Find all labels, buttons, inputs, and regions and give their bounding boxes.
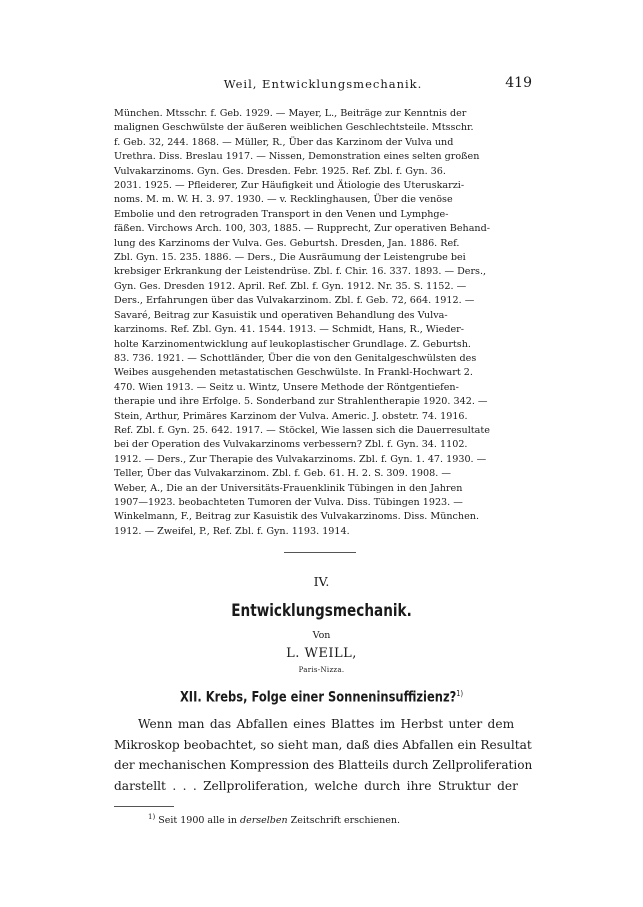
byline-von: Von bbox=[312, 630, 331, 641]
bibliography-line: Urethra. Diss. Breslau 1917. — Nissen, Demonstration eines selten großen bbox=[114, 151, 480, 163]
bibliography-line: 83. 736. 1921. — Schottländer, Über die von den Genitalgeschwülsten des bbox=[114, 352, 477, 364]
body-line: Mikroskop beobachtet, so sieht man, daß dies Abfallen ein Resultat bbox=[114, 737, 532, 752]
bibliography-line: Weibes ausgehenden metastatischen Geschwülste. In Frankl-Hochwart 2. bbox=[114, 367, 473, 379]
bibliography-line: karzinoms. Ref. Zbl. Gyn. 41. 1544. 1913. — Schmidt, Hans, R., Wieder- bbox=[114, 324, 464, 336]
page-header bbox=[114, 77, 532, 95]
author-affiliation: Paris-Nizza. bbox=[298, 666, 345, 674]
bibliography-line: 2031. 1925. — Pfleiderer, Zur Häufigkeit und Ätiologie des Uteruskarzi- bbox=[114, 180, 465, 192]
footnote-ref: 1) bbox=[456, 689, 464, 698]
body-line: Wenn man das Abfallen eines Blattes im Herbst unter dem bbox=[138, 717, 515, 731]
body-line: darstellt . . . Zellproliferation, welche durch ihre Struktur der bbox=[114, 778, 518, 793]
bibliography-line: 1912. — Zweifel, P., Ref. Zbl. f. Gyn. 1193. 1914. bbox=[114, 525, 350, 537]
footnote-divider bbox=[114, 806, 174, 807]
footnote bbox=[148, 813, 400, 826]
bibliography-line: noms. M. m. W. H. 3. 97. 1930. — v. Recklinghausen, Über die venöse bbox=[114, 194, 453, 206]
running-title: Weil, Entwicklungsmechanik. bbox=[223, 77, 423, 91]
bibliography-line: Ders., Erfahrungen über das Vulvakarzinom. Zbl. f. Geb. 72, 664. 1912. — bbox=[114, 295, 475, 307]
bibliography-line: Winkelmann, F., Beitrag zur Kasuistik des Vulvakarzinoms. Diss. München. bbox=[114, 511, 480, 523]
bibliography-line: lung des Karzinoms der Vulva. Ges. Geburtsh. Dresden, Jan. 1886. Ref. bbox=[114, 237, 460, 249]
bibliography-line: Teller, Über das Vulvakarzinom. Zbl. f. Geb. 61. H. 2. S. 309. 1908. — bbox=[114, 468, 451, 480]
section-title: Entwicklungsmechanik. bbox=[231, 601, 412, 621]
footnote-text-after: Zeitschrift erschienen. bbox=[290, 815, 400, 827]
bibliography-line: f. Geb. 32, 244. 1868. — Müller, R., Über das Karzinom der Vulva und bbox=[114, 136, 454, 148]
bibliography-line: Stein, Arthur, Primäres Karzinom der Vulva. Americ. J. obstetr. 74. 1916. bbox=[114, 410, 468, 422]
section-number: IV. bbox=[313, 574, 330, 589]
bibliography-line: Embolie und den retrograden Transport in den Venen und Lymphge- bbox=[114, 208, 449, 220]
bibliography-line: Zbl. Gyn. 15. 235. 1886. — Ders., Die Ausräumung der Leistengrube bei bbox=[114, 252, 466, 264]
bibliography-line: fäßen. Virchows Arch. 100, 303, 1885. — Rupprecht, Zur operativen Behand- bbox=[114, 223, 490, 235]
bibliography-line: therapie und ihre Erfolge. 5. Sonderband zur Strahlentherapie 1920. 342. — bbox=[114, 396, 488, 408]
body-text bbox=[114, 714, 532, 796]
chapter-heading bbox=[58, 689, 585, 706]
body-line: der mechanischen Kompression des Blatteils durch Zellproliferation bbox=[114, 758, 533, 772]
page-number: 419 bbox=[505, 75, 532, 91]
section-divider bbox=[284, 552, 356, 553]
footnote-text-italic: derselben bbox=[240, 815, 288, 827]
bibliography bbox=[114, 107, 532, 539]
bibliography-line: Savaré, Beitrag zur Kasuistik und operativen Behandlung des Vulva- bbox=[114, 309, 448, 321]
bibliography-line: malignen Geschwülste der äußeren weiblichen Geschlechtsteile. Mtsschr. bbox=[114, 122, 474, 134]
bibliography-line: holte Karzinomentwicklung auf leukoplastischer Grundlage. Z. Geburtsh. bbox=[114, 338, 471, 350]
bibliography-line: 1907—1923. beobachteten Tumoren der Vulva. Diss. Tübingen 1923. — bbox=[114, 496, 463, 508]
bibliography-line: München. Mtsschr. f. Geb. 1929. — Mayer, L., Beiträge zur Kenntnis der bbox=[114, 108, 467, 119]
bibliography-line: 470. Wien 1913. — Seitz u. Wintz, Unsere Methode der Röntgentiefen- bbox=[114, 381, 459, 393]
footnote-marker: 1) bbox=[148, 813, 156, 821]
footnote-text-before: Seit 1900 alle in bbox=[158, 815, 237, 827]
bibliography-line: Gyn. Ges. Dresden 1912. April. Ref. Zbl. f. Gyn. 1912. Nr. 35. S. 1152. — bbox=[114, 280, 467, 292]
bibliography-line: Weber, A., Die an der Universitäts-Frauenklinik Tübingen in den Jahren bbox=[114, 482, 463, 494]
bibliography-line: Vulvakarzinoms. Gyn. Ges. Dresden. Febr. 1925. Ref. Zbl. f. Gyn. 36. bbox=[114, 165, 446, 177]
bibliography-line: bei der Operation des Vulvakarzinoms verbessern? Zbl. f. Gyn. 34. 1102. bbox=[114, 439, 468, 451]
bibliography-line: Ref. Zbl. f. Gyn. 25. 642. 1917. — Stöckel, Wie lassen sich die Dauerresultate bbox=[114, 424, 490, 436]
chapter-title: XII. Krebs, Folge einer Sonneninsuffizienz? bbox=[179, 689, 457, 706]
author-name: L. WEILL, bbox=[286, 646, 357, 661]
bibliography-line: krebsiger Erkrankung der Leistendrüse. Zbl. f. Chir. 16. 337. 1893. — Ders., bbox=[114, 266, 487, 278]
bibliography-line: 1912. — Ders., Zur Therapie des Vulvakarzinoms. Zbl. f. Gyn. 1. 47. 1930. — bbox=[114, 453, 487, 465]
